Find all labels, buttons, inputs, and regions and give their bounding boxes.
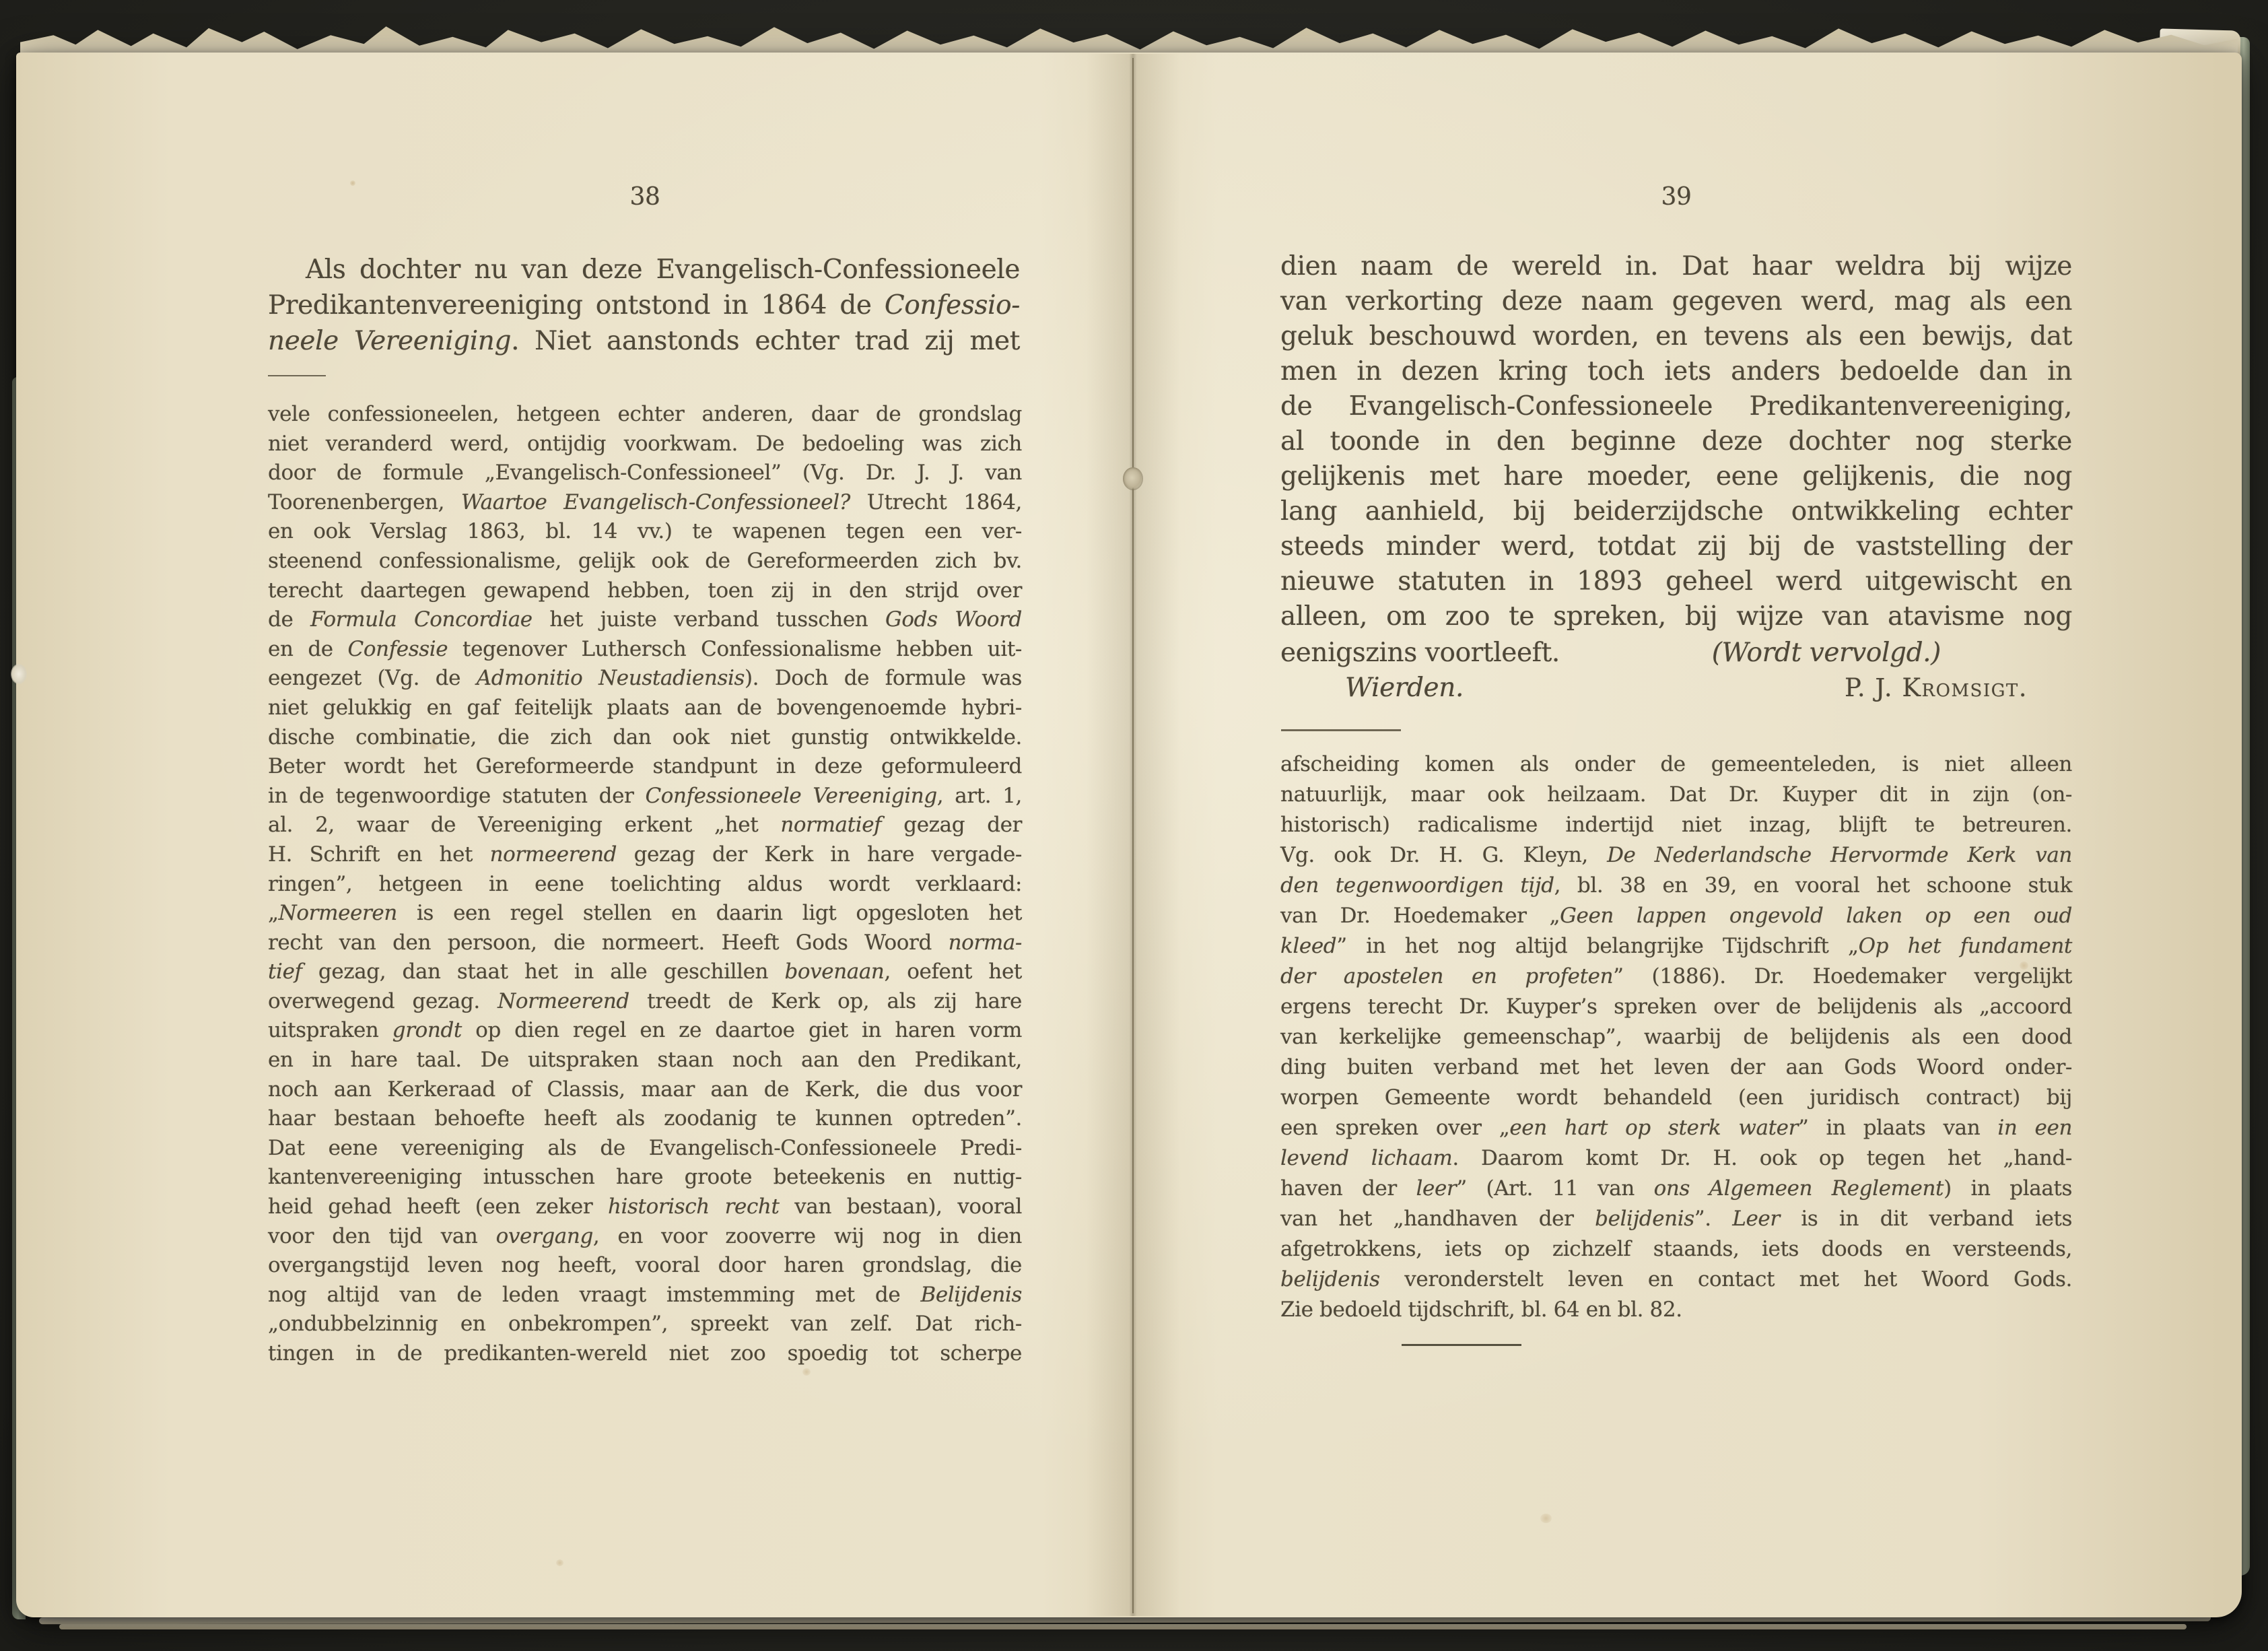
main-text-right (1280, 249, 2072, 634)
text-line: overwegend gezag. Normeerend treedt de Kerk op, als zij hare (268, 988, 1022, 1013)
text-line: neele Vereeniging. Niet aanstonds echter trad zij met (268, 326, 1020, 356)
text-line: men in dezen kring toch iets anders bedoelde dan in (1280, 356, 2072, 386)
text-line: recht van den persoon, die normeert. Heeft Gods Woord norma- (268, 930, 1022, 955)
text-line: belijdenis veronderstelt leven en contact met het Woord Gods. (1280, 1267, 2072, 1291)
text-line: door de formule „Evangelisch-Confessioneel” (Vg. Dr. J. J. van (268, 461, 1022, 485)
text-line: lang aanhield, bij beiderzijdsche ontwikkeling echter (1280, 496, 2072, 527)
text-line: de Formula Concordiae het juiste verband tusschen Gods Woord (268, 607, 1022, 632)
page-stack-edge-bottom (59, 1624, 2187, 1629)
text-line: vele confessioneelen, hetgeen echter anderen, daar de grondslag (268, 402, 1022, 426)
text-line: alleen, om zoo te spreken, bij wijze van atavisme nog (1280, 601, 2072, 632)
text-line: nog altijd van de leden vraagt imstemming met de Belijdenis (268, 1282, 1022, 1307)
text-line: Zie bedoeld tijdschrift, bl. 64 en bl. 82. (1280, 1298, 1682, 1322)
text-line: overgangstijd leven nog heeft, vooral door haren grondslag, die (268, 1253, 1022, 1278)
text-line: in de tegenwoordige statuten der Confessioneele Vereeniging, art. 1, (268, 783, 1023, 808)
text-line: en de Confessie tegenover Luthersch Confessionalisme hebben uit- (268, 636, 1022, 661)
text-line: van Dr. Hoedemaker „Geen lappen ongevold laken op een oud (1280, 904, 2072, 928)
main-text-left (268, 252, 1020, 359)
text-line: kantenvereeniging intusschen hare groote beteekenis en nuttig- (268, 1165, 1022, 1190)
text-line: en in hare taal. De uitspraken staan noch aan den Predikant, (268, 1048, 1022, 1073)
text-line: van verkorting deze naam gegeven werd, mag als een (1280, 286, 2072, 316)
text-line: en ook Verslag 1863, bl. 14 vv.) te wapenen tegen een ver- (268, 519, 1022, 544)
text-line: Vg. ook Dr. H. G. Kleyn, De Nederlandsche Hervormde Kerk van (1280, 843, 2072, 867)
text-line: Predikantenvereeniging ontstond in 1864 de Confessio- (268, 290, 1020, 321)
closing-line-continuation (1280, 636, 2072, 671)
end-of-article-divider (1402, 1344, 1521, 1346)
text-line: haar bestaan behoefte heeft als zoodanig te kunnen optreden”. (268, 1106, 1022, 1131)
text-line: al toonde in den beginne deze dochter nog sterke (1280, 426, 2072, 457)
text-line: dische combinatie, die zich dan ook niet gunstig ontwikkelde. (268, 725, 1022, 749)
text-line: van het „handhaven der belijdenis”. Leer is in dit verband iets (1280, 1207, 2072, 1231)
text-line: worpen Gemeente wordt behandeld (een juridisch contract) bij (1280, 1085, 2072, 1110)
gutter-fold-line (1132, 58, 1134, 1613)
text-line: uitspraken grondt op dien regel en ze daartoe giet in haren vorm (268, 1018, 1022, 1043)
binding-thread-left-edge (11, 664, 27, 684)
footnote-separator-left (268, 375, 326, 376)
foxing-spot (802, 1368, 811, 1376)
text-line: afscheiding komen als onder de gemeenteleden, is niet alleen (1280, 752, 2072, 776)
text-line: „ondubbelzinnig en onbekrompen”, spreekt van zelf. Dat rich- (268, 1312, 1022, 1337)
text-line: ringen”, hetgeen in eene toelichting aldus wordt verklaard: (268, 871, 1022, 896)
text-line: Toorenenbergen, Waartoe Evangelisch-Confessioneel? Utrecht 1864, (268, 490, 1023, 514)
text-line: nieuwe statuten in 1893 geheel werd uitgewischt en (1280, 566, 2072, 597)
text-line: noch aan Kerkeraad of Classis, maar aan de Kerk, die dus voor (268, 1077, 1022, 1102)
text-line: kleed” in het nog altijd belangrijke Tijdschrift „Op het fundament (1280, 934, 2072, 958)
footnote-text-left (268, 400, 1022, 1369)
text-line: Als dochter nu van deze Evangelisch-Confessioneele (306, 255, 1020, 285)
article-closing (1280, 636, 2072, 706)
text-line: heid gehad heeft (een zeker historisch recht van bestaan), vooral (268, 1194, 1022, 1219)
text-line: Dat eene vereeniging als de Evangelisch-Confessioneele Predi- (268, 1135, 1022, 1160)
text-line: „Normeeren is een regel stellen en daarin ligt opgesloten het (268, 901, 1022, 926)
text-line: een spreken over „een hart op sterk water” in plaats van in een (1280, 1116, 2073, 1140)
page-number-right: 39 (1661, 183, 1692, 211)
text-line: van kerkelijke gemeenschap”, waarbij de belijdenis als een dood (1280, 1025, 2072, 1049)
text-line: afgetrokkens, iets op zichzelf staands, iets doods en versteends, (1280, 1237, 2072, 1261)
closing-last-words: eenigszins voortleeft. (1280, 638, 1560, 668)
text-line: haven der leer” (Art. 11 van ons Algemeen Reglement) in plaats (1280, 1176, 2072, 1201)
text-line: al. 2, waar de Vereeniging erkent „het normatief gezag der (268, 813, 1022, 838)
page-number-left: 38 (629, 183, 660, 211)
text-line: geluk beschouwd worden, en tevens als een bewijs, dat (1280, 321, 2072, 351)
text-line: dien naam de wereld in. Dat haar weldra bij wijze (1280, 251, 2072, 281)
footnote-separator-right (1281, 729, 1401, 731)
text-line: eengezet (Vg. de Admonitio Neustadiensis). Doch de formule was (268, 666, 1022, 691)
text-line: de Evangelisch-Confessioneele Predikantenvereeniging, (1280, 391, 2072, 422)
foxing-spot (556, 1559, 563, 1566)
text-line: terecht daartegen gewapend hebben, toen zij in den strijd over (268, 578, 1022, 603)
closing-line-signature (1280, 671, 2072, 706)
text-line: ergens terecht Dr. Kuyper’s spreken over de belijdenis als „accoord (1280, 995, 2072, 1019)
text-line: den tegenwoordigen tijd, bl. 38 en 39, en vooral het schoone stuk (1280, 873, 2072, 898)
text-line: niet gelukkig en gaf feitelijk plaats aan de bovengenoemde hybri- (268, 695, 1022, 720)
author-name: P. J. Kromsigt. (1844, 673, 2028, 702)
text-line: historisch) radicalisme indertijd niet inzag, blijft te betreuren. (1280, 813, 2072, 837)
text-line: voor den tijd van overgang, en voor zooverre wij nog in dien (268, 1223, 1022, 1248)
text-line: steenend confessionalisme, gelijk ook de Gereformeerden zich bv. (268, 548, 1022, 573)
foxing-spot (1540, 1514, 1552, 1523)
text-line: niet veranderd werd, ontijdig voorkwam. De bedoeling was zich (268, 431, 1022, 456)
text-line: ding buiten verband met het leven der aan Gods Woord onder- (1280, 1055, 2072, 1079)
text-line: gelijkenis met hare moeder, eene gelijkenis, die nog (1280, 461, 2072, 492)
text-line: steeds minder werd, totdat zij bij de vaststelling der (1280, 531, 2072, 562)
text-line: H. Schrift en het normeerend gezag der Kerk in hare vergade- (268, 842, 1022, 867)
place-name: Wierden. (1345, 673, 1464, 703)
text-line: levend lichaam. Daarom komt Dr. H. ook op tegen het „hand- (1280, 1146, 2072, 1170)
text-line: natuurlijk, maar ook heilzaam. Dat Dr. Kuyper dit in zijn (on- (1280, 782, 2072, 807)
text-line: tief gezag, dan staat het in alle geschillen bovenaan, oefent het (268, 959, 1022, 984)
text-line: der apostelen en profeten” (1886). Dr. Hoedemaker vergelijkt (1280, 964, 2072, 988)
continuation-note: (Wordt vervolgd.) (1711, 638, 1941, 668)
text-line: Beter wordt het Gereformeerde standpunt in deze geformuleerd (268, 754, 1022, 779)
footnote-text-right (1280, 749, 2072, 1325)
text-line: tingen in de predikanten-wereld niet zoo spoedig tot scherpe (268, 1341, 1022, 1366)
binding-thread-knot (1123, 467, 1143, 490)
